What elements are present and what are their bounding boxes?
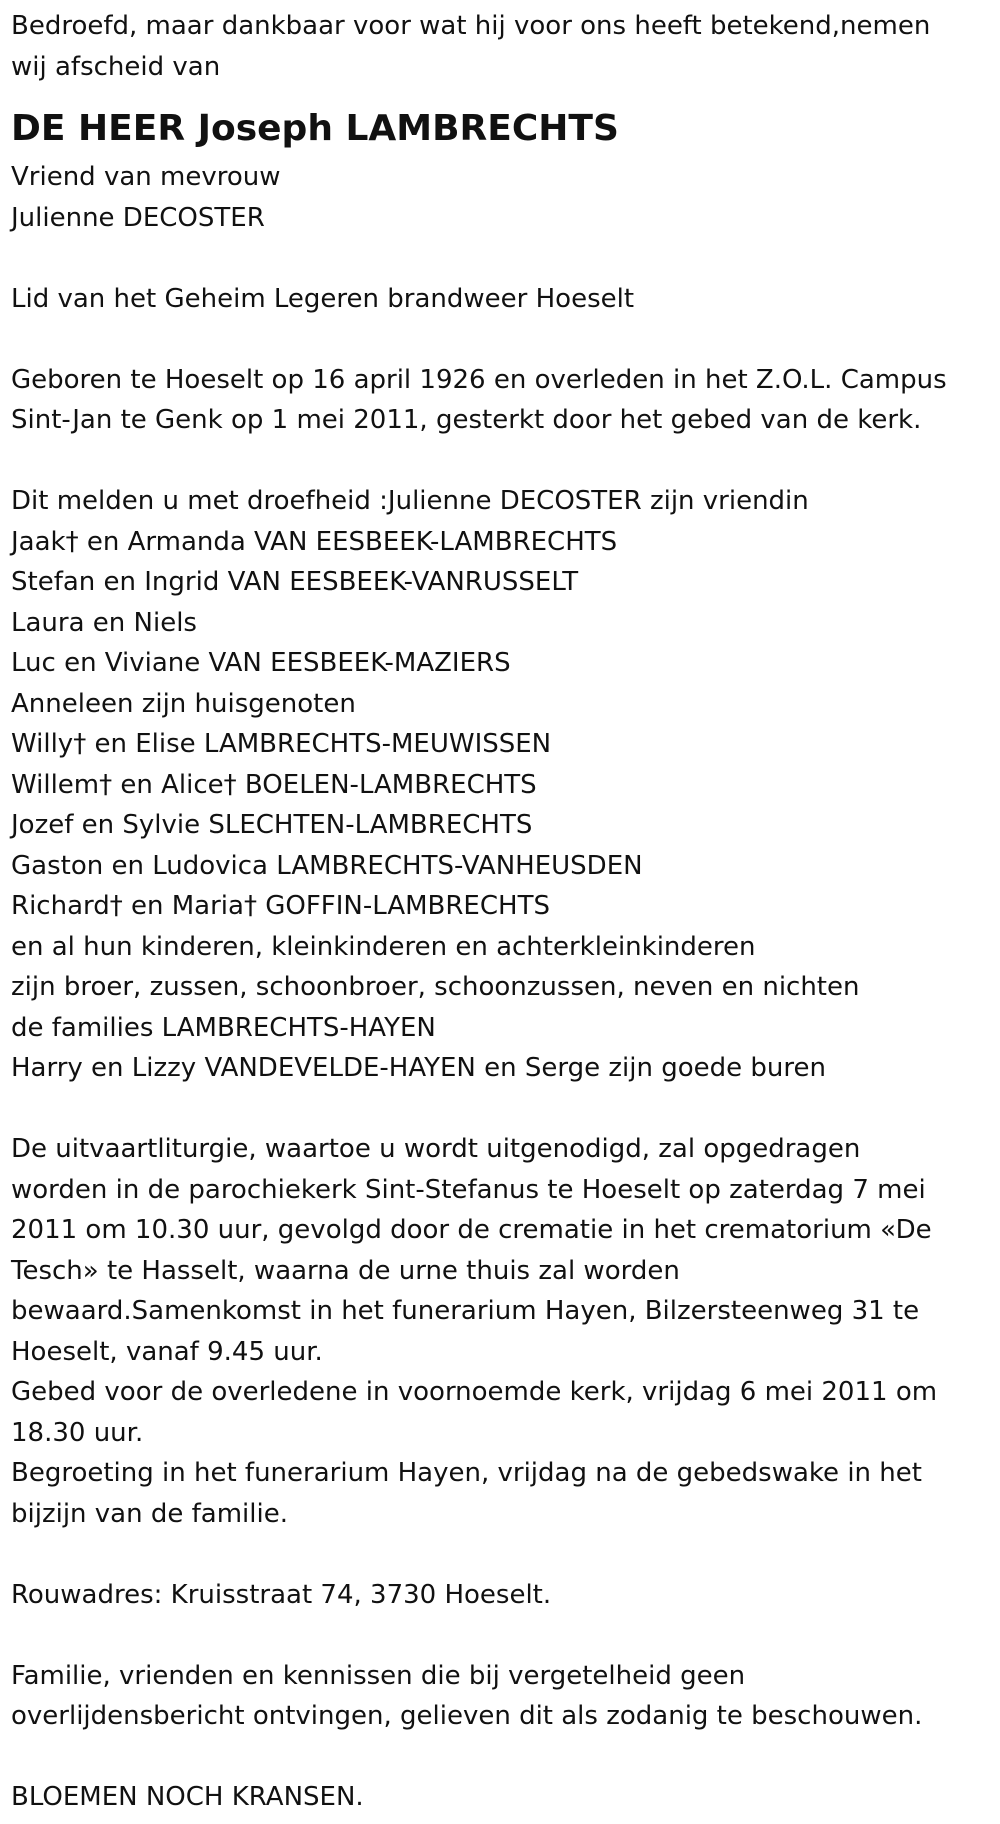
ceremony-line: Gebed voor de overledene in voornoemde kerk, vrijdag 6 mei 2011 om	[11, 1377, 938, 1407]
mourner-line: Gaston en Ludovica LAMBRECHTS-VANHEUSDEN	[11, 850, 643, 881]
membership-line: Lid van het Geheim Legeren brandweer Hoeselt	[11, 283, 635, 314]
mourner-line: Jozef en Sylvie SLECHTEN-LAMBRECHTS	[11, 810, 533, 840]
birth-death-line: Sint-Jan te Genk op 1 mei 2011, gesterkt door het gebed van de kerk.	[11, 405, 922, 435]
ceremony-line: Tesch» te Hasselt, waarna de urne thuis zal worden	[11, 1255, 680, 1286]
mourner-line: zijn broer, zussen, schoonbroer, schoonzussen, neven en nichten	[11, 972, 860, 1002]
mourner-line: Stefan en Ingrid VAN EESBEEK-VANRUSSELT	[11, 567, 579, 597]
obituary-notice	[11, 6, 991, 1818]
ceremony-line: bewaard.Samenkomst in het funerarium Hayen, Bilzersteenweg 31 te	[11, 1296, 920, 1326]
mourner-line: de families LAMBRECHTS-HAYEN	[11, 1012, 436, 1043]
birth-death-line: Geboren te Hoeselt op 16 april 1926 en overleden in het Z.O.L. Campus	[11, 364, 947, 395]
mourner-line: Willy† en Elise LAMBRECHTS-MEUWISSEN	[11, 729, 552, 759]
mourner-line: Laura en Niels	[11, 607, 197, 638]
intro-line: wij afscheid van	[11, 51, 221, 82]
ceremony-line: 18.30 uur.	[11, 1417, 144, 1448]
ceremony-line: worden in de parochiekerk Sint-Stefanus te Hoeselt op zaterdag 7 mei	[11, 1174, 926, 1205]
mourner-line: Richard† en Maria† GOFFIN-LAMBRECHTS	[11, 891, 550, 921]
mourner-line: Harry en Lizzy VANDEVELDE-HAYEN en Serge zijn goede buren	[11, 1053, 826, 1083]
relation-line: Vriend van mevrouw	[11, 162, 281, 192]
mourning-address: Rouwadres: Kruisstraat 74, 3730 Hoeselt.	[11, 1579, 552, 1610]
intro-line: Bedroefd, maar dankbaar voor wat hij voor ons heeft betekend,nemen	[11, 11, 931, 41]
mourner-line: Luc en Viviane VAN EESBEEK-MAZIERS	[11, 648, 511, 678]
mourner-line: Jaak† en Armanda VAN EESBEEK-LAMBRECHTS	[11, 526, 618, 557]
closing-note-line: overlijdensbericht ontvingen, gelieven dit als zodanig te beschouwen.	[11, 1701, 923, 1731]
flowers-note: BLOEMEN NOCH KRANSEN.	[11, 1782, 364, 1812]
closing-note-line: Familie, vrienden en kennissen die bij vergetelheid geen	[11, 1660, 746, 1691]
ceremony-line: Hoeselt, vanaf 9.45 uur.	[11, 1336, 323, 1367]
ceremony-line: bijzijn van de familie.	[11, 1498, 288, 1529]
ceremony-line: 2011 om 10.30 uur, gevolgd door de crematie in het crematorium «De	[11, 1215, 932, 1245]
mourner-line: Dit melden u met droefheid :Julienne DECOSTER zijn vriendin	[11, 486, 809, 516]
ceremony-line: Begroeting in het funerarium Hayen, vrijdag na de gebedswake in het	[11, 1458, 922, 1488]
mourner-line: Anneleen zijn huisgenoten	[11, 688, 356, 719]
mourner-line: Willem† en Alice† BOELEN-LAMBRECHTS	[11, 769, 537, 800]
deceased-name: DE HEER Joseph LAMBRECHTS	[11, 108, 619, 149]
ceremony-line: De uitvaartliturgie, waartoe u wordt uitgenodigd, zal opgedragen	[11, 1134, 861, 1164]
relation-line: Julienne DECOSTER	[11, 202, 265, 233]
mourner-line: en al hun kinderen, kleinkinderen en achterkleinkinderen	[11, 931, 756, 962]
